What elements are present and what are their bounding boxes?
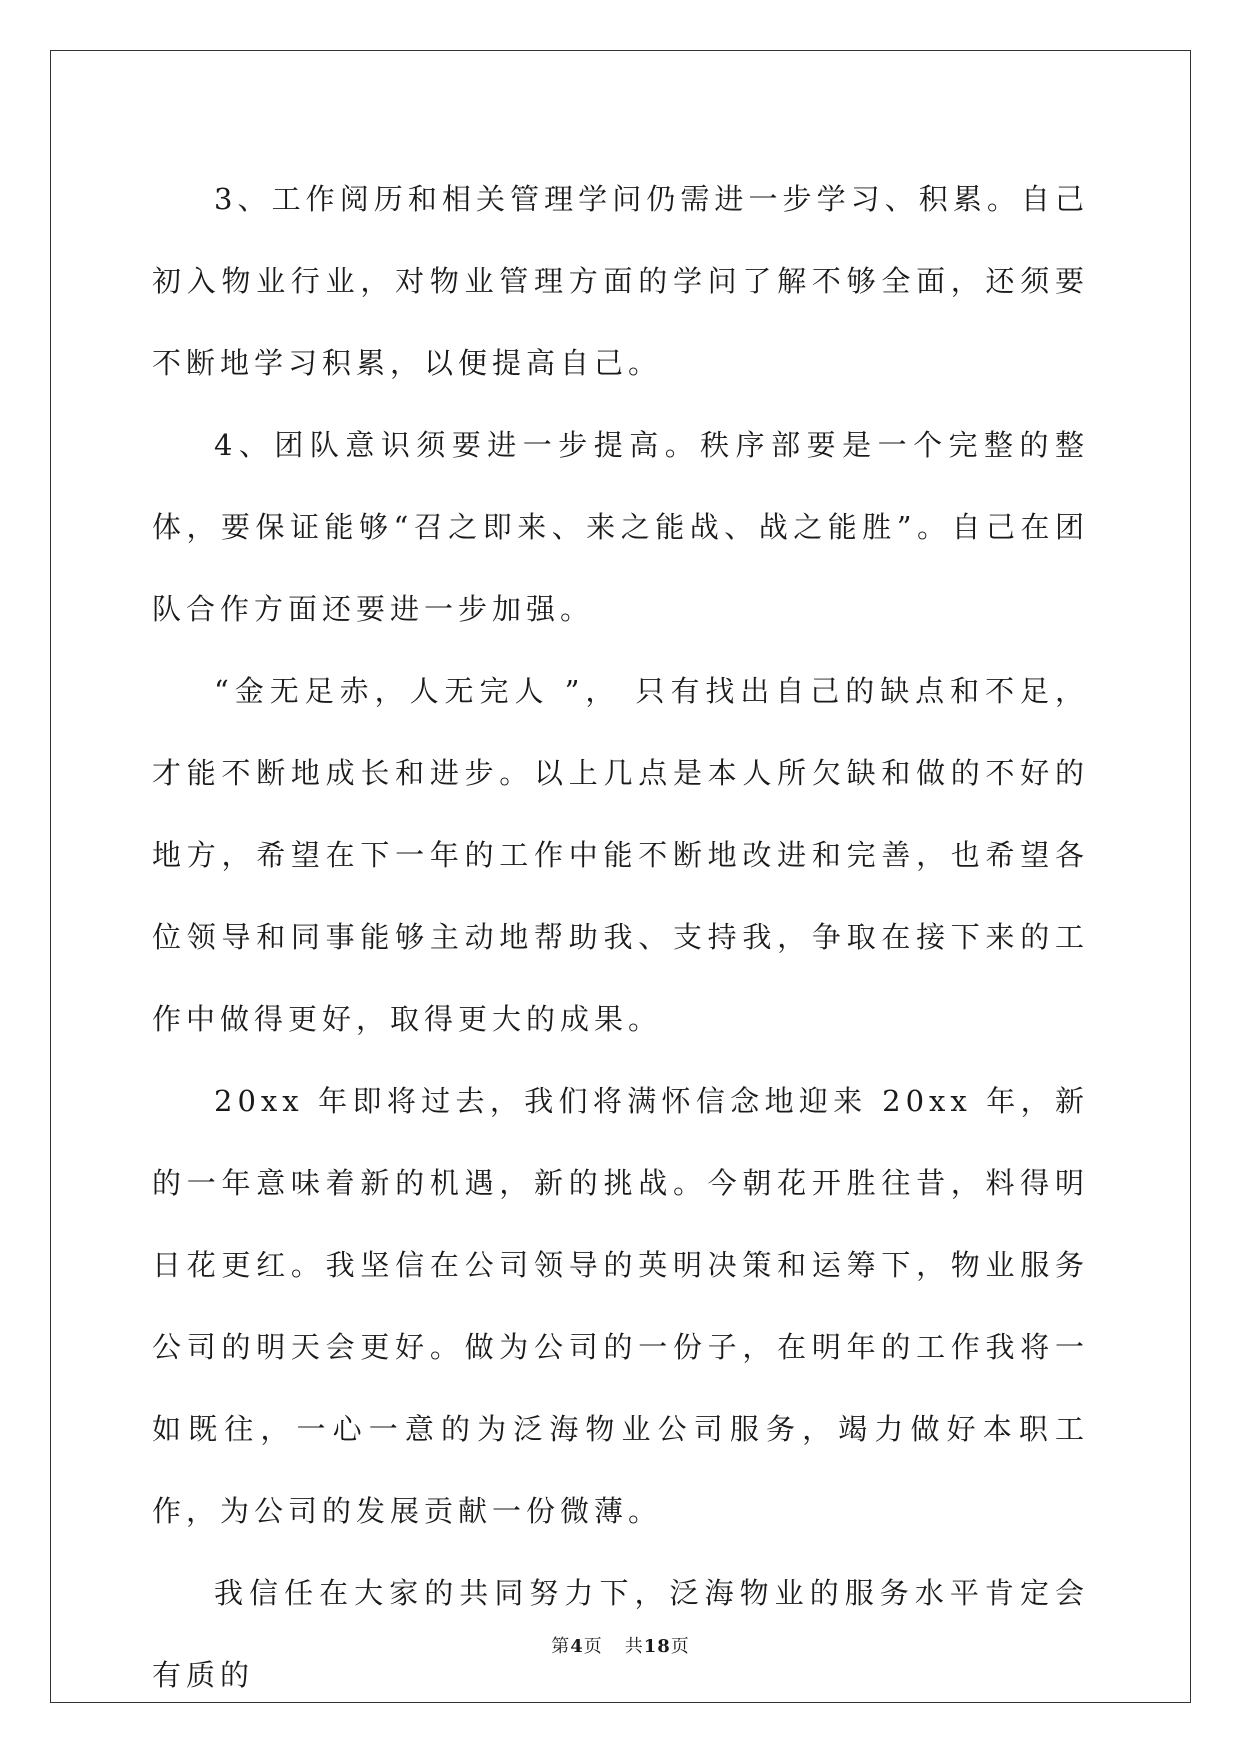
paragraph-5: 我信任在大家的共同努力下，泛海物业的服务水平肯定会有质的 — [152, 1576, 1089, 1692]
page-footer — [0, 1632, 1241, 1658]
total-prefix: 共 — [624, 1636, 644, 1657]
paragraph-4: 20xx 年即将过去，我们将满怀信念地迎来 20xx 年，新的一年意味着新的机遇，新的挑战。今朝花开胜往昔，料得明日花更红。我坚信在公司领导的英明决策和运筹下，物业服务公司的明天会更好。做为公司的一份子，在明年的工作我将一如既往，一心一意的为泛海物业公司服务，竭力做好本职工作，为公司的发展贡献一份微薄。 — [152, 1084, 1089, 1528]
page-suffix: 页 — [583, 1636, 603, 1657]
page-number: 4 — [570, 1636, 584, 1657]
total-pages: 18 — [643, 1636, 671, 1657]
total-suffix: 页 — [670, 1636, 690, 1657]
paragraph-2: 4、团队意识须要进一步提高。秩序部要是一个完整的整体，要保证能够“召之即来、来之能战、战之能胜”。自己在团队合作方面还要进一步加强。 — [152, 428, 1089, 626]
document-body — [152, 158, 1089, 1716]
paragraph-3: “金无足赤，人无完人 ”， 只有找出自己的缺点和不足，才能不断地成长和进步。以上几点是本人所欠缺和做的不好的地方，希望在下一年的工作中能不断地改进和完善，也希望各位领导和同事能够主动地帮助我、支持我，争取在接下来的工作中做得更好，取得更大的成果。 — [152, 674, 1089, 1036]
paragraph-1: 3、工作阅历和相关管理学问仍需进一步学习、积累。自己初入物业行业，对物业管理方面的学问了解不够全面，还须要不断地学习积累，以便提高自己。 — [152, 182, 1089, 380]
page-prefix: 第 — [551, 1636, 571, 1657]
